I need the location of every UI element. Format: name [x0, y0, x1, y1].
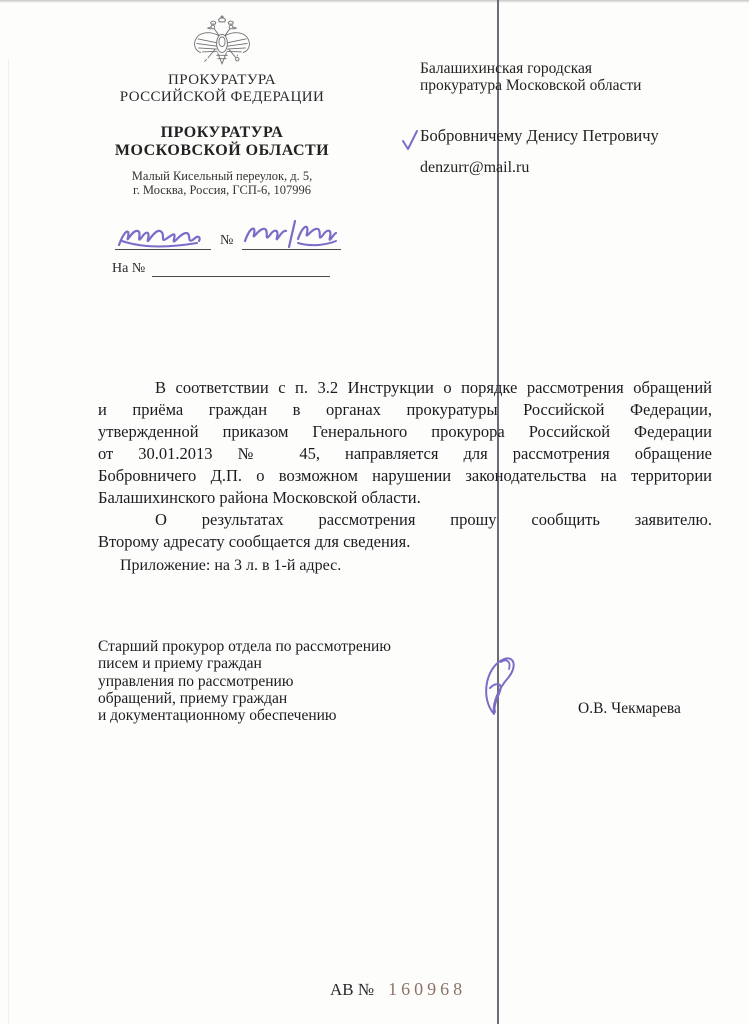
serial-prefix: АВ № [330, 980, 375, 999]
letterhead-address-line2: г. Москва, Россия, ГСП-6, 107996 [132, 183, 312, 197]
addressee-email: denzurr@mail.ru [420, 159, 530, 176]
signature-scrawl-icon [478, 656, 518, 718]
handwritten-date-scrawl-icon [115, 219, 207, 253]
form-serial [330, 979, 466, 1000]
signer-position-line: писем и приему граждан [98, 655, 262, 673]
reply-ref-blank-line [152, 260, 330, 277]
signer-position-line: обращений, приему граждан [98, 689, 288, 707]
signer-position-block [98, 638, 458, 724]
letterhead [82, 12, 362, 197]
signer-position-line: и документационному обеспечению [98, 707, 337, 725]
body-line: и приёма граждан в органах прокуратуры Российской Федерации, [98, 400, 712, 419]
letterhead-address-line1: Малый Кисельный переулок, д. 5, [131, 169, 313, 183]
signer-position-line: управления по рассмотрению [98, 672, 294, 690]
addressee-org-line2: прокуратура Московской области [420, 77, 642, 94]
approval-checkmark-icon [401, 129, 419, 151]
body-line: О результатах рассмотрения прошу сообщить заявителю. [155, 510, 712, 529]
scan-top-edge-shadow [0, 0, 749, 3]
addressee-person: Бобровничему Денису Петровичу [420, 126, 659, 145]
federal-org-name-line2: РОССИЙСКОЙ ФЕДЕРАЦИИ [119, 89, 325, 105]
scan-left-edge-line [8, 60, 9, 1024]
addressee-org-line1: Балашихинская городская [420, 60, 593, 77]
federal-org-name-line1: ПРОКУРАТУРА [168, 72, 276, 88]
signer-name: О.В. Чекмарева [578, 700, 681, 717]
body-line: В соответствии с п. 3.2 Инструкции о порядке рассмотрения обращений [155, 378, 712, 397]
reply-reference-row [112, 260, 330, 277]
signer-position-line: Старший прокурор отдела по рассмотрению [98, 638, 391, 655]
serial-number: 160968 [388, 979, 467, 999]
handwritten-number-scrawl-icon [242, 217, 339, 253]
body-line: от 30.01.2013 № 45, направляется для рассмотрения обращение [98, 444, 712, 463]
reply-ref-label: На № [112, 261, 146, 276]
body-line: Бобровничего Д.П. о возможном нарушении законодательства на территории [98, 466, 712, 485]
body-line: Балашихинского района Московской области. [98, 488, 421, 507]
body-line: утвержденной приказом Генерального прокурора Российской Федерации [98, 422, 712, 441]
regional-org-name-line2: МОСКОВСКОЙ ОБЛАСТИ [114, 142, 330, 159]
number-sign: № [220, 233, 234, 248]
russia-coat-of-arms-icon [188, 12, 256, 68]
regional-org-name-line1: ПРОКУРАТУРА [160, 124, 284, 141]
body-line: Второму адресату сообщается для сведения. [98, 532, 411, 551]
outgoing-reference-row [115, 214, 341, 250]
addressee-block [420, 60, 720, 176]
letter-body [98, 377, 712, 553]
date-blank-line [115, 215, 211, 250]
outgoing-number-blank-line [242, 215, 341, 250]
attachment-note: Приложение: на 3 л. в 1-й адрес. [120, 557, 342, 574]
